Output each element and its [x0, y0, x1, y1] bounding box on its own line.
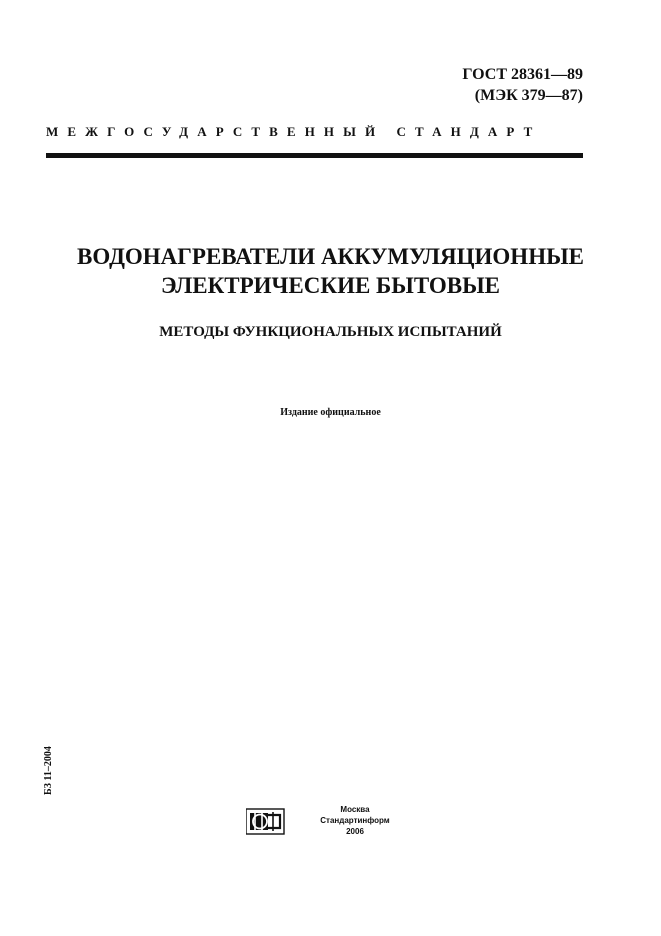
- header-divider: [46, 153, 583, 158]
- publisher-year: 2006: [346, 827, 364, 836]
- standard-designation: [462, 64, 583, 106]
- standard-number: ГОСТ 28361—89: [462, 66, 583, 83]
- publisher-name: Стандартинформ: [320, 816, 390, 825]
- standartinform-logo-icon: [246, 806, 286, 836]
- iec-reference: (МЭК 379—87): [474, 87, 583, 104]
- document-title: [30, 242, 631, 300]
- title-line-2: ЭЛЕКТРИЧЕСКИЕ БЫТОВЫЕ: [160, 273, 501, 298]
- document-subtitle: МЕТОДЫ ФУНКЦИОНАЛЬНЫХ ИСПЫТАНИЙ: [159, 324, 502, 340]
- publisher-city: Москва: [340, 805, 370, 814]
- publisher-imprint: [300, 804, 410, 837]
- title-line-1: ВОДОНАГРЕВАТЕЛИ АККУМУЛЯЦИОННЫЕ: [76, 244, 585, 269]
- side-code: БЗ 11–2004: [43, 746, 54, 795]
- edition-note: Издание официальное: [280, 407, 381, 418]
- standard-category: МЕЖГОСУДАРСТВЕННЫЙ СТАНДАРТ: [46, 124, 542, 139]
